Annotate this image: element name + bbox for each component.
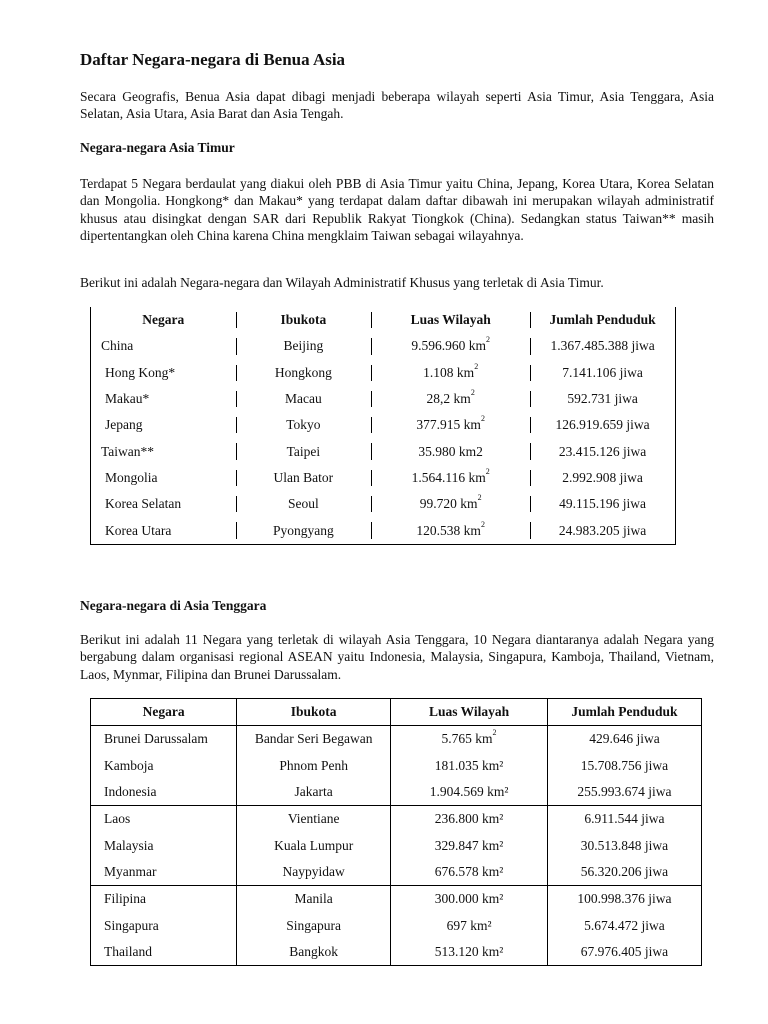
cell-capital — [236, 412, 372, 438]
cell-capital-text: Bandar Seri Begawan — [254, 731, 373, 747]
cell-population-text: 30.513.848 jiwa — [580, 837, 669, 853]
header-luas: Luas Wilayah — [371, 307, 530, 333]
cell-capital — [237, 726, 391, 753]
cell-area-text: 28,2 km — [426, 391, 471, 407]
cell-capital-text: Manila — [294, 891, 333, 907]
cell-capital — [236, 360, 372, 386]
cell-area — [371, 412, 530, 438]
cell-area-text: 1.904.569 km² — [429, 784, 509, 800]
cell-capital-text: Taipei — [286, 443, 321, 459]
cell-country-text: Indonesia — [104, 784, 157, 800]
cell-population — [547, 832, 701, 858]
cell-area — [371, 465, 530, 491]
southeast-asia-table — [90, 698, 702, 966]
cell-capital-text: Singapura — [286, 917, 342, 933]
cell-capital — [236, 438, 372, 464]
cell-country — [91, 333, 236, 359]
cell-area — [371, 360, 530, 386]
cell-capital — [237, 806, 391, 833]
cell-area-text: 377.915 km — [416, 417, 481, 433]
cell-country-text: Mongolia — [105, 469, 158, 485]
cell-area — [391, 753, 548, 779]
cell-area — [371, 491, 530, 517]
table-row — [91, 360, 676, 386]
header-negara: Negara — [91, 699, 237, 726]
cell-population — [530, 333, 675, 359]
cell-country — [91, 939, 237, 966]
header-ibukota: Ibukota — [237, 699, 391, 726]
cell-country — [91, 806, 237, 833]
cell-area-text: 329.847 km² — [434, 837, 504, 853]
table-row — [91, 912, 702, 938]
cell-country-text: Kamboja — [104, 757, 154, 773]
area-unit-exponent: 2 — [470, 388, 475, 398]
table-header-row — [91, 699, 702, 726]
cell-country — [91, 491, 236, 517]
cell-country — [91, 360, 236, 386]
cell-population-text: 100.998.376 jiwa — [577, 891, 672, 907]
cell-population-text: 5.674.472 jiwa — [584, 917, 665, 933]
cell-country — [91, 517, 236, 544]
table-row — [91, 806, 702, 833]
cell-country — [91, 886, 237, 913]
cell-country-text: Thailand — [104, 943, 152, 959]
cell-population — [530, 491, 675, 517]
cell-capital-text: Pyongyang — [272, 522, 334, 538]
table-row — [91, 779, 702, 806]
cell-capital — [236, 465, 372, 491]
cell-population-text: 7.141.106 jiwa — [562, 364, 643, 380]
table-row — [91, 726, 702, 753]
cell-population-text: 49.115.196 jiwa — [559, 496, 647, 512]
cell-country-text: Malaysia — [104, 837, 154, 853]
cell-capital-text: Seoul — [287, 496, 319, 512]
cell-country — [91, 779, 237, 806]
header-penduduk: Jumlah Penduduk — [530, 307, 675, 333]
cell-country-text: Singapura — [104, 917, 159, 933]
cell-population — [547, 726, 701, 753]
area-unit-exponent: 2 — [480, 414, 485, 424]
cell-area — [391, 806, 548, 833]
cell-population — [530, 465, 675, 491]
cell-capital-text: Ulan Bator — [273, 469, 334, 485]
cell-area-text: 9.596.960 km — [411, 338, 486, 354]
cell-population — [547, 779, 701, 806]
cell-capital — [237, 753, 391, 779]
cell-population — [547, 859, 701, 886]
cell-country — [91, 912, 237, 938]
cell-area — [391, 939, 548, 966]
cell-area-text: 697 km² — [446, 917, 492, 933]
header-negara: Negara — [142, 312, 185, 328]
cell-country — [91, 859, 237, 886]
cell-capital-text: Vientiane — [287, 811, 340, 827]
cell-capital-text: Hongkong — [274, 364, 332, 380]
cell-population-text: 592.731 jiwa — [567, 391, 638, 407]
cell-capital — [237, 912, 391, 938]
cell-country — [91, 753, 237, 779]
area-unit-exponent: 2 — [486, 335, 490, 345]
cell-population-text: 2.992.908 jiwa — [562, 469, 643, 485]
cell-population — [547, 939, 701, 966]
table-row — [91, 832, 702, 858]
cell-country-text: Jepang — [105, 417, 143, 433]
cell-country — [91, 726, 237, 753]
cell-country-text: Brunei Darussalam — [104, 731, 208, 747]
table-row — [91, 859, 702, 886]
cell-area-text: 181.035 km² — [434, 757, 504, 773]
cell-population — [547, 753, 701, 779]
cell-capital — [237, 886, 391, 913]
cell-country-text: China — [101, 338, 134, 354]
cell-capital-text: Phnom Penh — [279, 757, 348, 773]
cell-capital-text: Macau — [284, 391, 322, 407]
cell-capital-text: Beijing — [283, 338, 324, 354]
cell-population — [547, 912, 701, 938]
cell-population-text: 15.708.756 jiwa — [580, 757, 669, 773]
cell-area-text: 99.720 km — [419, 496, 478, 512]
table-row — [91, 465, 676, 491]
table-row — [91, 886, 702, 913]
table-row — [91, 753, 702, 779]
cell-country-text: Laos — [104, 811, 131, 827]
cell-capital-text: Kuala Lumpur — [274, 837, 354, 853]
area-unit-exponent: 2 — [480, 519, 485, 529]
cell-area — [391, 859, 548, 886]
cell-area-text: 236.800 km² — [434, 811, 504, 827]
cell-population-text: 126.919.659 jiwa — [555, 417, 650, 433]
cell-area-text: 676.578 km² — [434, 863, 504, 879]
cell-country — [91, 412, 236, 438]
cell-country-text: Hong Kong* — [105, 364, 176, 380]
area-unit-exponent: 2 — [492, 728, 497, 738]
cell-capital-text: Bangkok — [289, 943, 339, 959]
cell-area-text: 120.538 km — [416, 522, 481, 538]
cell-population — [530, 412, 675, 438]
cell-population-text: 24.983.205 jiwa — [558, 522, 647, 538]
table-row — [91, 333, 676, 359]
cell-area-text: 300.000 km² — [434, 891, 504, 907]
cell-capital — [236, 491, 372, 517]
cell-country-text: Taiwan** — [101, 443, 155, 459]
cell-capital — [236, 333, 372, 359]
cell-capital-text: Jakarta — [294, 784, 333, 800]
cell-area — [371, 517, 530, 544]
table-row — [91, 386, 676, 412]
east-asia-table — [90, 307, 676, 545]
cell-area-text: 5.765 km — [441, 731, 493, 747]
table-row — [91, 491, 676, 517]
cell-population — [530, 386, 675, 412]
cell-area — [391, 832, 548, 858]
cell-country — [91, 386, 236, 412]
cell-population — [547, 806, 701, 833]
table-row — [91, 412, 676, 438]
cell-area — [371, 438, 530, 464]
table-header-row — [91, 307, 676, 333]
cell-population-text: 255.993.674 jiwa — [577, 784, 672, 800]
cell-area-text: 513.120 km² — [434, 943, 504, 959]
cell-area — [371, 386, 530, 412]
cell-population-text: 67.976.405 jiwa — [580, 943, 669, 959]
cell-capital-text: Tokyo — [286, 417, 321, 433]
cell-capital — [237, 832, 391, 858]
cell-area — [391, 886, 548, 913]
header-ibukota: Ibukota — [236, 307, 372, 333]
east-asia-table-intro: Berikut ini adalah Negara-negara dan Wilayah Administratif Khusus yang terletak di Asia Timur. — [80, 275, 604, 290]
cell-population-text: 1.367.485.388 jiwa — [550, 338, 655, 354]
cell-area — [391, 779, 548, 806]
cell-country-text: Myanmar — [104, 863, 157, 879]
cell-population-text: 429.646 jiwa — [589, 731, 660, 747]
cell-population — [547, 886, 701, 913]
cell-country-text: Filipina — [104, 891, 147, 907]
cell-area-text: 1.564.116 km — [411, 469, 486, 485]
east-asia-paragraph: Terdapat 5 Negara berdaulat yang diakui oleh PBB di Asia Timur yaitu China, Jepang, Korea Utara, Korea Selatan dan Mongolia. Hongkong* dan Makau* yang terdapat dalam daftar dibawah ini merupakan wilayah administratif khusus atau disingkat dengan SAR dari Republik Rakyat Tiongkok (China). Sedangkan status Taiwan** masih dipertentangkan oleh China karena China mengklaim Taiwan sebagai wilayahnya. — [80, 176, 714, 244]
cell-capital — [236, 517, 372, 544]
table-row — [91, 438, 676, 464]
cell-area — [391, 912, 548, 938]
cell-population-text: 6.911.544 jiwa — [584, 811, 665, 827]
cell-capital — [236, 386, 372, 412]
cell-country — [91, 832, 237, 858]
cell-area-text: 1.108 km — [423, 364, 475, 380]
cell-country-text: Korea Utara — [105, 522, 172, 538]
area-unit-exponent: 2 — [474, 361, 479, 371]
cell-population-text: 56.320.206 jiwa — [580, 863, 669, 879]
cell-population — [530, 360, 675, 386]
east-asia-heading: Negara-negara Asia Timur — [80, 140, 235, 155]
cell-capital-text: Naypyidaw — [282, 863, 345, 879]
cell-country-text: Korea Selatan — [105, 496, 182, 512]
cell-capital — [237, 779, 391, 806]
table-row — [91, 517, 676, 544]
page-title: Daftar Negara-negara di Benua Asia — [80, 50, 346, 69]
cell-population — [530, 517, 675, 544]
cell-country — [91, 438, 236, 464]
area-unit-exponent: 2 — [485, 466, 490, 476]
cell-population — [530, 438, 675, 464]
cell-area-text: 35.980 km2 — [418, 443, 483, 459]
cell-country-text: Makau* — [105, 391, 150, 407]
header-luas: Luas Wilayah — [391, 699, 548, 726]
cell-capital — [237, 939, 391, 966]
cell-capital — [237, 859, 391, 886]
table-row — [91, 939, 702, 966]
southeast-asia-paragraph: Berikut ini adalah 11 Negara yang terletak di wilayah Asia Tenggara, 10 Negara diantaranya adalah Negara yang bergabung dalam organisasi regional ASEAN yaitu Indonesia, Malaysia, Singapura, Kamboja, Thailand, Vietnam, Laos, Mynmar, Filipina dan Brunei Darussalam. — [80, 632, 714, 682]
cell-population-text: 23.415.126 jiwa — [558, 443, 647, 459]
southeast-asia-heading: Negara-negara di Asia Tenggara — [80, 598, 267, 613]
intro-paragraph: Secara Geografis, Benua Asia dapat dibagi menjadi beberapa wilayah seperti Asia Timur, Asia Tenggara, Asia Selatan, Asia Utara, Asia Barat dan Asia Tengah. — [80, 89, 714, 122]
area-unit-exponent: 2 — [477, 493, 482, 503]
cell-area — [371, 333, 530, 359]
header-penduduk: Jumlah Penduduk — [547, 699, 701, 726]
cell-country — [91, 465, 236, 491]
cell-area — [391, 726, 548, 753]
